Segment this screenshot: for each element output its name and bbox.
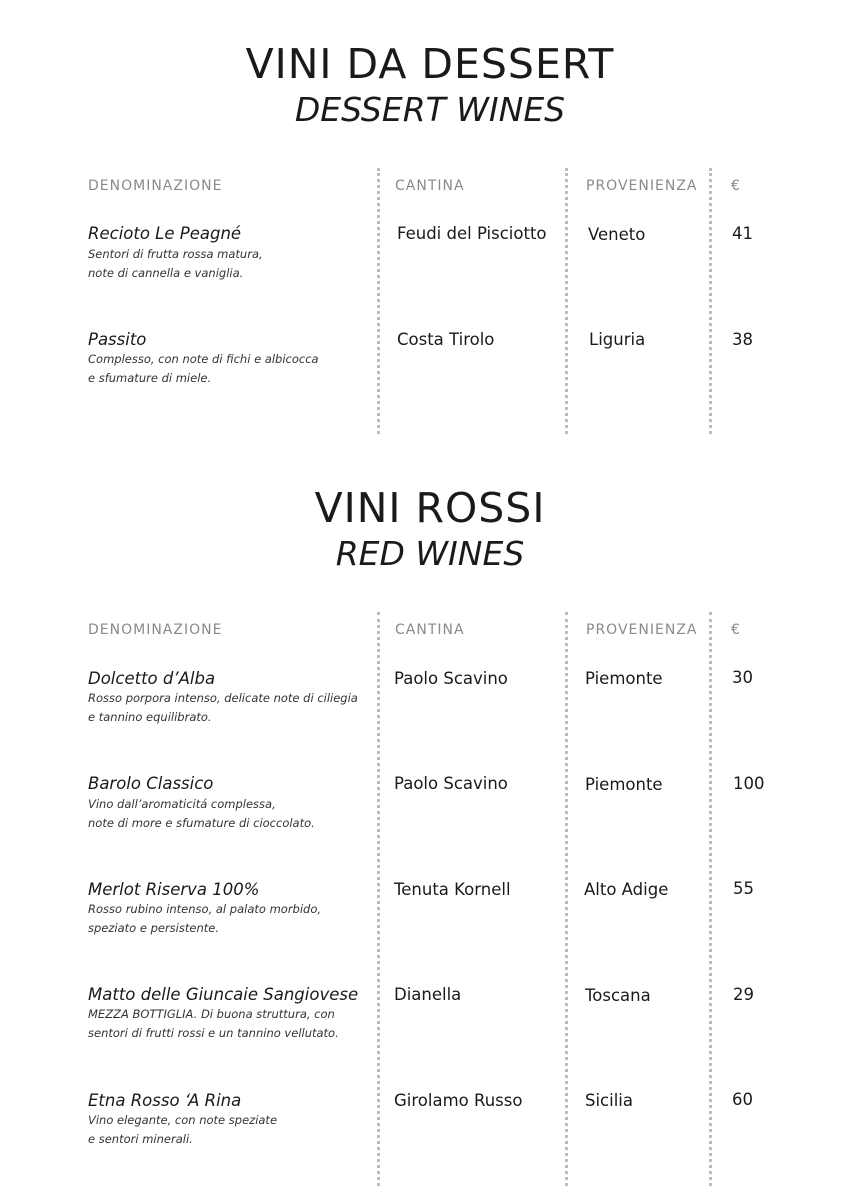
- header-denominazione: DENOMINAZIONE: [88, 178, 223, 194]
- wine-description: note di cannella e vaniglia.: [88, 266, 244, 280]
- header-price: €: [731, 622, 741, 638]
- wine-description: Vino elegante, con note speziate: [88, 1113, 278, 1127]
- wine-description: note di more e sfumature di cioccolato.: [88, 816, 315, 830]
- wine-description: e sfumature di miele.: [88, 371, 212, 385]
- wine-description: Rosso porpora intenso, delicate note di ciliegia: [88, 691, 358, 705]
- section-subtitle: RED WINES: [335, 534, 525, 573]
- wine-name: Passito: [88, 330, 147, 349]
- wine-name: Barolo Classico: [88, 774, 214, 793]
- column-divider: [709, 612, 712, 1186]
- section-title: VINI DA DESSERT: [245, 40, 615, 88]
- section-title: VINI ROSSI: [314, 484, 546, 532]
- wine-cantina: Paolo Scavino: [394, 669, 508, 688]
- wine-price: 38: [732, 330, 753, 349]
- column-divider: [377, 612, 380, 1186]
- wine-name: Merlot Riserva 100%: [88, 880, 260, 899]
- wine-provenienza: Piemonte: [585, 669, 663, 688]
- wine-description: e sentori minerali.: [88, 1132, 193, 1146]
- wine-price: 55: [733, 879, 754, 898]
- wine-description: Sentori di frutta rossa matura,: [88, 247, 263, 261]
- wine-provenienza: Piemonte: [585, 775, 663, 794]
- header-price: €: [731, 178, 741, 194]
- wine-provenienza: Sicilia: [585, 1091, 633, 1110]
- wine-cantina: Feudi del Pisciotto: [397, 224, 547, 243]
- wine-name: Dolcetto d’Alba: [88, 669, 216, 688]
- wine-description: Vino dall’aromaticitá complessa,: [88, 797, 276, 811]
- wine-provenienza: Liguria: [589, 330, 646, 349]
- header-denominazione: DENOMINAZIONE: [88, 622, 223, 638]
- wine-name: Etna Rosso ‘A Rina: [88, 1091, 242, 1110]
- wine-description: speziato e persistente.: [88, 921, 219, 935]
- header-cantina: CANTINA: [395, 622, 465, 638]
- wine-description: e tannino equilibrato.: [88, 710, 212, 724]
- header-provenienza: PROVENIENZA: [586, 622, 698, 638]
- wine-description: MEZZA BOTTIGLIA. Di buona struttura, con: [88, 1007, 335, 1021]
- wine-provenienza: Toscana: [585, 986, 651, 1005]
- wine-price: 60: [732, 1090, 753, 1109]
- wine-cantina: Paolo Scavino: [394, 774, 508, 793]
- wine-provenienza: Alto Adige: [584, 880, 669, 899]
- wine-cantina: Tenuta Kornell: [394, 880, 511, 899]
- wine-price: 41: [732, 224, 753, 243]
- wine-cantina: Dianella: [394, 985, 462, 1004]
- wine-price: 100: [733, 774, 765, 793]
- wine-name: Recioto Le Peagné: [88, 224, 242, 243]
- wine-description: Complesso, con note di fichi e albicocca: [88, 352, 319, 366]
- wine-cantina: Costa Tirolo: [397, 330, 495, 349]
- wine-provenienza: Veneto: [588, 225, 646, 244]
- wine-cantina: Girolamo Russo: [394, 1091, 523, 1110]
- header-provenienza: PROVENIENZA: [586, 178, 698, 194]
- section-subtitle: DESSERT WINES: [294, 90, 566, 129]
- column-divider: [565, 612, 568, 1186]
- wine-price: 29: [733, 985, 754, 1004]
- wine-name: Matto delle Giuncaie Sangiovese: [88, 985, 359, 1004]
- wine-price: 30: [732, 668, 753, 687]
- wine-description: Rosso rubino intenso, al palato morbido,: [88, 902, 322, 916]
- header-cantina: CANTINA: [395, 178, 465, 194]
- wine-description: sentori di frutti rossi e un tannino vellutato.: [88, 1026, 339, 1040]
